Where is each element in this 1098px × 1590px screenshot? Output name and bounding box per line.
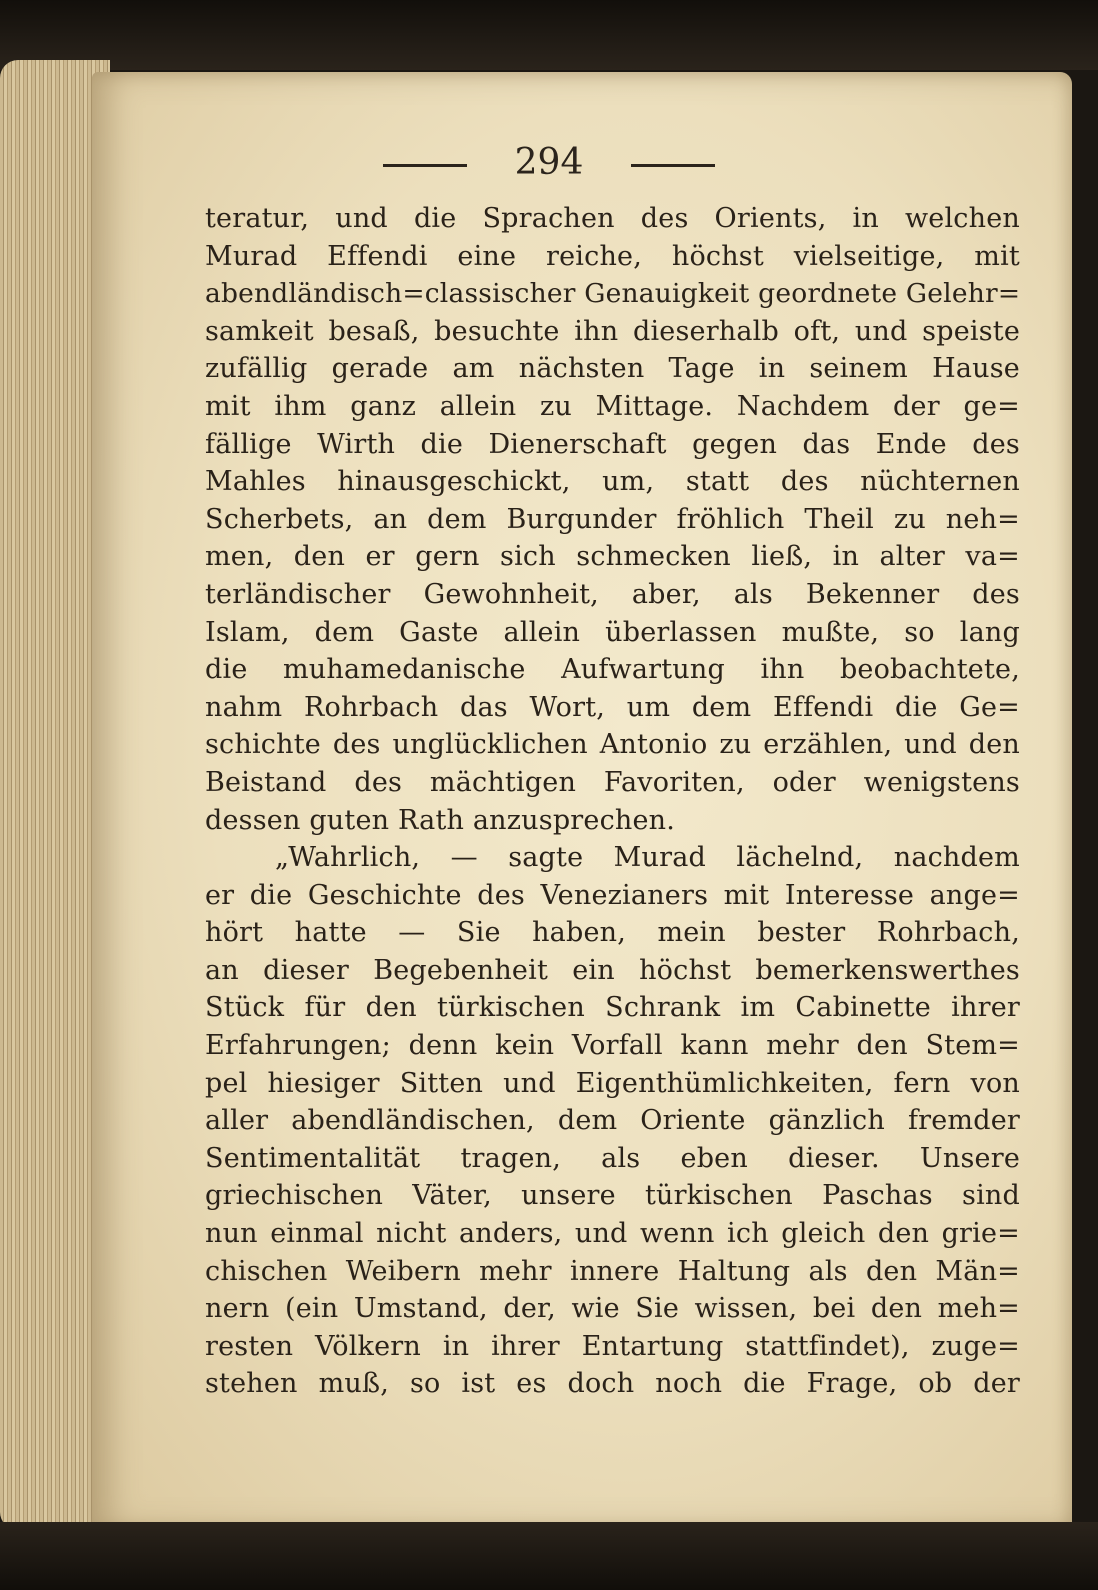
text-line: Scherbets, an dem Burgunder fröhlich Theil zu neh= — [205, 503, 1020, 535]
page-header — [0, 142, 1098, 183]
body-text — [205, 200, 1020, 1403]
text-line: chischen Weibern mehr innere Haltung als den Män= — [205, 1255, 1020, 1287]
text-line: samkeit besaß, besuchte ihn dieserhalb oft, und speiste — [205, 315, 1020, 347]
text-line: zufällig gerade am nächsten Tage in seinem Hause — [205, 353, 1020, 385]
text-line: Beistand des mächtigen Favoriten, oder wenigstens — [205, 766, 1020, 798]
text-line: abendländisch=classischer Genauigkeit geordnete Gelehr= — [205, 278, 1021, 310]
text-line: aller abendländischen, dem Oriente gänzlich fremder — [205, 1105, 1020, 1137]
text-line: stehen muß, so ist es doch noch die Frage, ob der — [205, 1368, 1020, 1400]
text-line: hört hatte — Sie haben, mein bester Rohrbach, — [205, 917, 1020, 949]
text-line: nahm Rohrbach das Wort, um dem Effendi die Ge= — [205, 691, 1020, 723]
text-line: griechischen Väter, unsere türkischen Paschas sind — [205, 1180, 1020, 1212]
text-line: Mahles hinausgeschickt, um, statt des nüchternen — [205, 466, 1020, 498]
text-line: Murad Effendi eine reiche, höchst vielseitige, mit — [205, 240, 1020, 272]
text-line: mit ihm ganz allein zu Mittage. Nachdem der ge= — [205, 390, 1020, 422]
text-line: teratur, und die Sprachen des Orients, in welchen — [205, 203, 1020, 234]
text-line: nun einmal nicht anders, und wenn ich gleich den grie= — [205, 1218, 1020, 1250]
header-rule-left — [383, 164, 467, 167]
text-line-paragraph-end: dessen guten Rath anzusprechen. — [205, 804, 676, 836]
text-line: schichte des unglücklichen Antonio zu erzählen, und den — [205, 729, 1020, 761]
text-line: terländischer Gewohnheit, aber, als Bekenner des — [205, 578, 1020, 610]
text-line: er die Geschichte des Venezianers mit Interesse ange= — [205, 879, 1020, 911]
text-line: pel hiesiger Sitten und Eigenthümlichkeiten, fern von — [205, 1067, 1020, 1099]
text-line: Islam, dem Gaste allein überlassen mußte, so lang — [205, 616, 1020, 648]
book-cover-top-edge — [0, 0, 1098, 70]
page-number: 294 — [514, 142, 584, 183]
text-line: nern (ein Umstand, der, wie Sie wissen, bei den meh= — [205, 1293, 1020, 1325]
text-line: fällige Wirth die Dienerschaft gegen das Ende des — [205, 428, 1020, 460]
text-line: resten Völkern in ihrer Entartung stattfindet), zuge= — [205, 1330, 1020, 1362]
text-line-paragraph-start: „Wahrlich, — sagte Murad lächelnd, nachdem — [275, 842, 1020, 874]
text-line: Erfahrungen; denn kein Vorfall kann mehr den Stem= — [205, 1030, 1020, 1062]
text-line: men, den er gern sich schmecken ließ, in alter va= — [205, 541, 1020, 573]
text-line: die muhamedanische Aufwartung ihn beobachtete, — [205, 654, 1020, 686]
text-line: Stück für den türkischen Schrank im Cabinette ihrer — [205, 992, 1020, 1024]
header-rule-right — [631, 164, 715, 167]
book-cover-bottom-edge — [0, 1522, 1098, 1590]
text-line: an dieser Begebenheit ein höchst bemerkenswerthes — [205, 954, 1020, 986]
text-line: Sentimentalität tragen, als eben dieser. Unsere — [205, 1142, 1020, 1174]
